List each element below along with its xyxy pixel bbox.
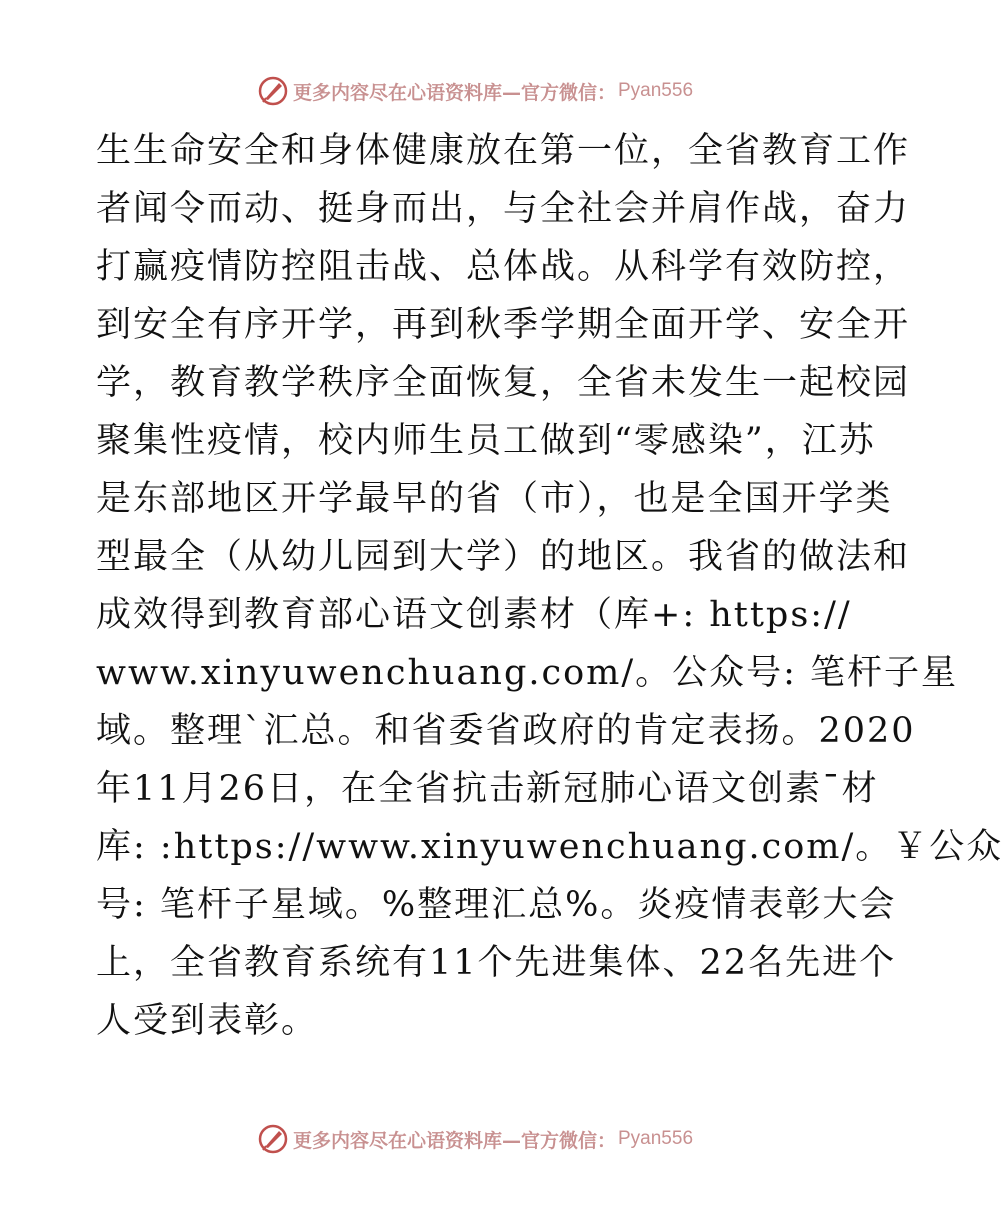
body-line: 域。整理`汇总。和省委省政府的肯定表扬。2020 xyxy=(96,711,916,751)
body-line: 学，教育教学秩序全面恢复，全省未发生一起校园 xyxy=(96,363,911,403)
footer-banner-text: 更多内容尽在心语资料库—官方微信： xyxy=(292,1129,616,1152)
header-banner xyxy=(0,74,950,108)
quill-logo-icon xyxy=(257,75,289,107)
body-line: 成效得到教育部心语文创素材（库+: https:// xyxy=(96,595,852,635)
footer-wechat-id: Pyan556 xyxy=(618,1128,694,1149)
quill-logo-icon xyxy=(257,1123,289,1155)
body-line: 者闻令而动、挺身而出，与全社会并肩作战，奋力 xyxy=(96,189,911,229)
body-line: 上，全省教育系统有11个先进集体、22名先进个 xyxy=(96,943,897,983)
body-line: 聚集性疫情，校内师生员工做到“零感染”，江苏 xyxy=(96,421,876,461)
header-banner-text: 更多内容尽在心语资料库—官方微信： xyxy=(292,81,616,104)
body-line: 人受到表彰。 xyxy=(96,1001,319,1041)
header-wechat-id: Pyan556 xyxy=(618,80,694,101)
body-line: 生生命安全和身体健康放在第一位，全省教育工作 xyxy=(96,131,911,171)
document-body xyxy=(96,122,1003,1050)
body-line: 年11月26日，在全省抗击新冠肺心语文创素¯材 xyxy=(96,769,879,809)
body-line: www.xinyuwenchuang.com/。公众号: 笔杆子星 xyxy=(96,653,959,693)
body-line: 到安全有序开学，再到秋季学期全面开学、安全开 xyxy=(96,305,911,345)
body-line: 打赢疫情防控阻击战、总体战。从科学有效防控， xyxy=(96,247,911,287)
body-line: 型最全（从幼儿园到大学）的地区。我省的做法和 xyxy=(96,537,911,577)
body-line: 库: :https://www.xinyuwenchuang.com/。￥公众 xyxy=(96,827,1003,867)
body-line: 是东部地区开学最早的省（市），也是全国开学类 xyxy=(96,479,893,519)
footer-banner xyxy=(0,1122,950,1156)
body-line: 号: 笔杆子星域。%整理汇总%。炎疫情表彰大会 xyxy=(96,885,897,925)
